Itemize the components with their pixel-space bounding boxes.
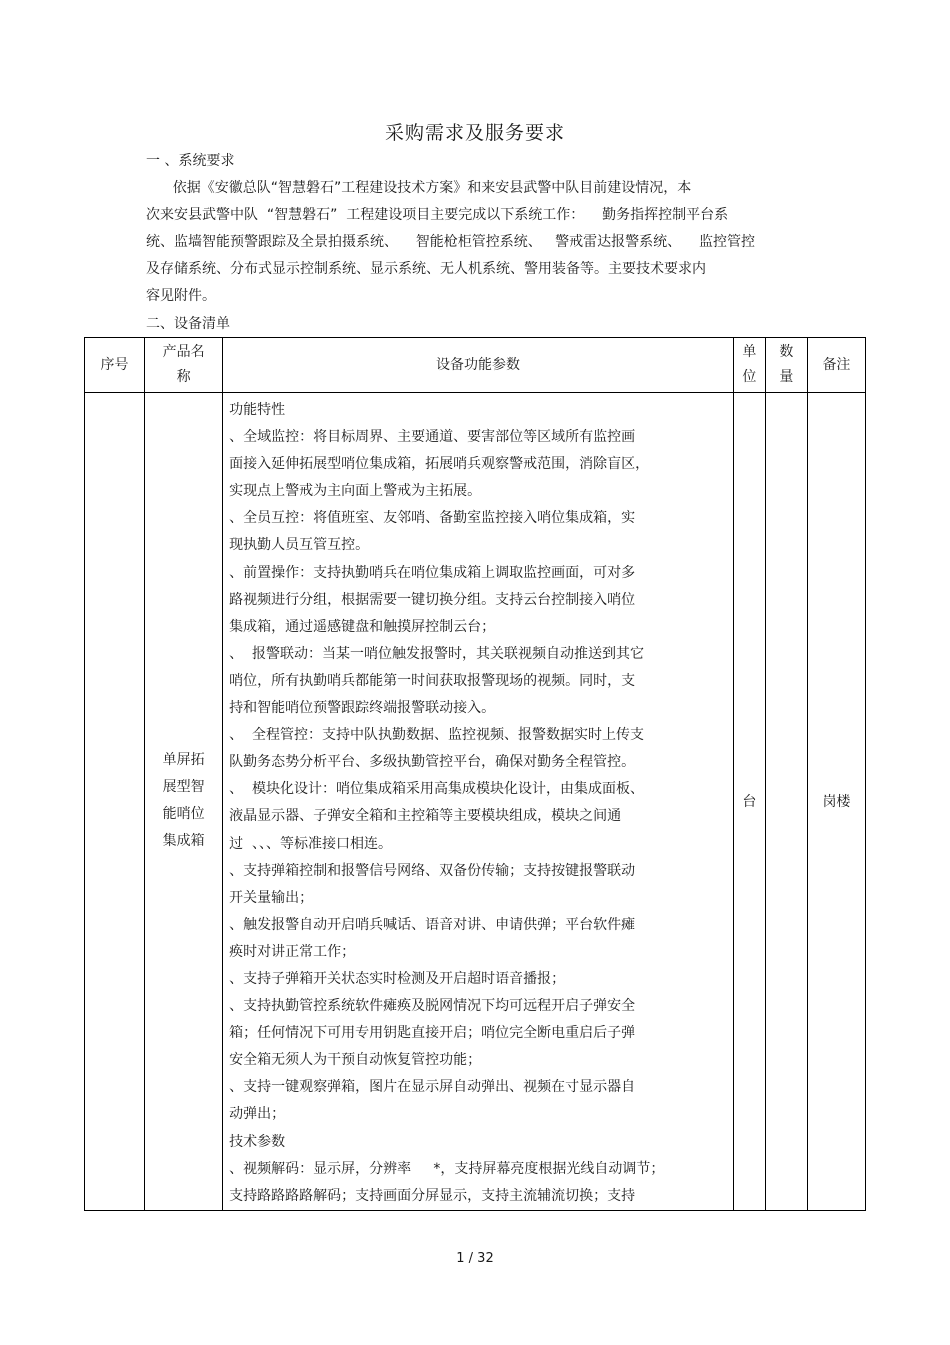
header-qty-line: 数 — [779, 344, 794, 360]
spec-line: 、全域监控：将目标周界、主要通道、要害部位等区域所有监控画 — [229, 429, 636, 446]
spec-lines — [229, 397, 727, 1210]
page-title: 采购需求及服务要求 — [384, 122, 565, 144]
spec-line: 、视频解码：显示屏，分辨率 *，支持屏幕亮度根据光线自动调节； — [229, 1160, 665, 1177]
cell-spec — [223, 393, 734, 1211]
header-unit-line: 单 — [742, 344, 757, 360]
spec-line: 、 模块化设计：哨位集成箱采用高集成模块化设计，由集成面板、 — [229, 781, 645, 798]
spec-line: 开关量输出； — [229, 889, 314, 906]
spec-line: 、支持子弹箱开关状态实时检测及开启超时语音播报； — [229, 970, 566, 987]
header-spec: 设备功能参数 — [223, 338, 734, 393]
product-name-line: 能哨位 — [162, 806, 205, 823]
page-number: 1 / 32 — [456, 1251, 494, 1266]
spec-line: 、全员互控：将值班室、友邻哨、备勤室监控接入哨位集成箱，实 — [229, 510, 636, 527]
spec-line: 实现点上警戒为主向面上警戒为主拓展。 — [229, 483, 482, 500]
spec-line: 支持路路路路解码；支持画面分屏显示，支持主流辅流切换；支持 — [229, 1187, 636, 1204]
spec-line: 、支持弹箱控制和报警信号网络、双备份传输；支持按键报警联动 — [229, 862, 636, 879]
spec-line: 过 、、、等标准接口相连。 — [229, 835, 393, 852]
spec-line: 功能特性 — [229, 402, 286, 418]
cell-qty — [765, 393, 807, 1211]
spec-line: 、触发报警自动开启哨兵喊话、语音对讲、申请供弹；平台软件瘫 — [229, 916, 636, 933]
header-qty — [765, 338, 807, 393]
header-product-name-line: 产品名 — [162, 344, 205, 360]
cell-seq — [85, 393, 145, 1211]
header-product-name — [145, 338, 223, 393]
section1-heading: 一 、系统要求 — [146, 153, 235, 169]
cell-product-name — [145, 393, 223, 1211]
product-name-line: 单屏拓 — [162, 752, 205, 769]
spec-line: 现执勤人员互管互控。 — [229, 537, 370, 554]
section1-paragraph — [146, 175, 826, 310]
header-product-name-line: 称 — [176, 369, 191, 385]
spec-line: 动弹出； — [229, 1106, 286, 1123]
spec-line: 、支持执勤管控系统软件瘫痪及脱网情况下均可远程开启子弹安全 — [229, 998, 636, 1015]
spec-line: 、支持一键观察弹箱，图片在显示屏自动弹出、视频在寸显示器自 — [229, 1079, 636, 1096]
product-name-line: 展型智 — [162, 779, 205, 796]
spec-line: 技术参数 — [229, 1133, 286, 1150]
spec-line: 哨位，所有执勤哨兵都能第一时间获取报警现场的视频。同时，支 — [229, 672, 636, 689]
spec-line: 集成箱，通过遥感键盘和触摸屏控制云台； — [229, 618, 496, 635]
spec-line: 液晶显示器、子弹安全箱和主控箱等主要模块组成，模块之间通 — [229, 808, 622, 825]
cell-note: 岗楼 — [807, 393, 865, 1211]
paragraph-line: 次来安县武警中队 “智慧磐石” 工程建设项目主要完成以下系统工作： 勤务指挥控制平台系 — [146, 207, 729, 223]
product-name-line: 集成箱 — [162, 833, 205, 850]
spec-line: 路视频进行分组，根据需要一键切换分组。支持云台控制接入哨位 — [229, 591, 636, 608]
paragraph-line: 依据《安徽总队“智慧磐石”工程建设技术方案》和来安县武警中队目前建设情况，本 — [146, 180, 692, 196]
paragraph-line: 及存储系统、分布式显示控制系统、显示系统、无人机系统、警用装备等。主要技术要求内 — [146, 261, 706, 277]
equipment-table — [84, 337, 866, 1211]
spec-line: 队勤务态势分析平台、多级执勤管控平台，确保对勤务全程管控。 — [229, 754, 636, 771]
paragraph-line: 容见附件。 — [146, 288, 216, 304]
table-header-row — [85, 338, 866, 393]
spec-line: 痪时对讲正常工作； — [229, 943, 356, 960]
paragraph-line: 统、监墙智能预警跟踪及全景拍摄系统、 智能枪柜管控系统、 警戒雷达报警系统、 监控管控 — [146, 234, 755, 250]
section2-heading: 二、设备清单 — [146, 316, 230, 332]
spec-line: 、 全程管控：支持中队执勤数据、监控视频、报警数据实时上传支 — [229, 727, 645, 744]
spec-line: 面接入延伸拓展型哨位集成箱，拓展哨兵观察警戒范围，消除盲区， — [229, 456, 650, 473]
header-seq: 序号 — [85, 338, 145, 393]
spec-line: 、 报警联动：当某一哨位触发报警时，其关联视频自动推送到其它 — [229, 645, 645, 662]
table-row — [85, 393, 866, 1211]
header-unit — [733, 338, 765, 393]
header-unit-line: 位 — [742, 369, 757, 385]
header-qty-line: 量 — [779, 369, 794, 385]
cell-unit: 台 — [733, 393, 765, 1211]
spec-line: 持和智能哨位预警跟踪终端报警联动接入。 — [229, 700, 496, 717]
spec-line: 箱；任何情况下可用专用钥匙直接开启；哨位完全断电重启后子弹 — [229, 1025, 636, 1042]
spec-line: 、前置操作：支持执勤哨兵在哨位集成箱上调取监控画面，可对多 — [229, 564, 636, 581]
header-note: 备注 — [807, 338, 865, 393]
spec-line: 安全箱无须人为干预自动恢复管控功能； — [229, 1052, 482, 1069]
